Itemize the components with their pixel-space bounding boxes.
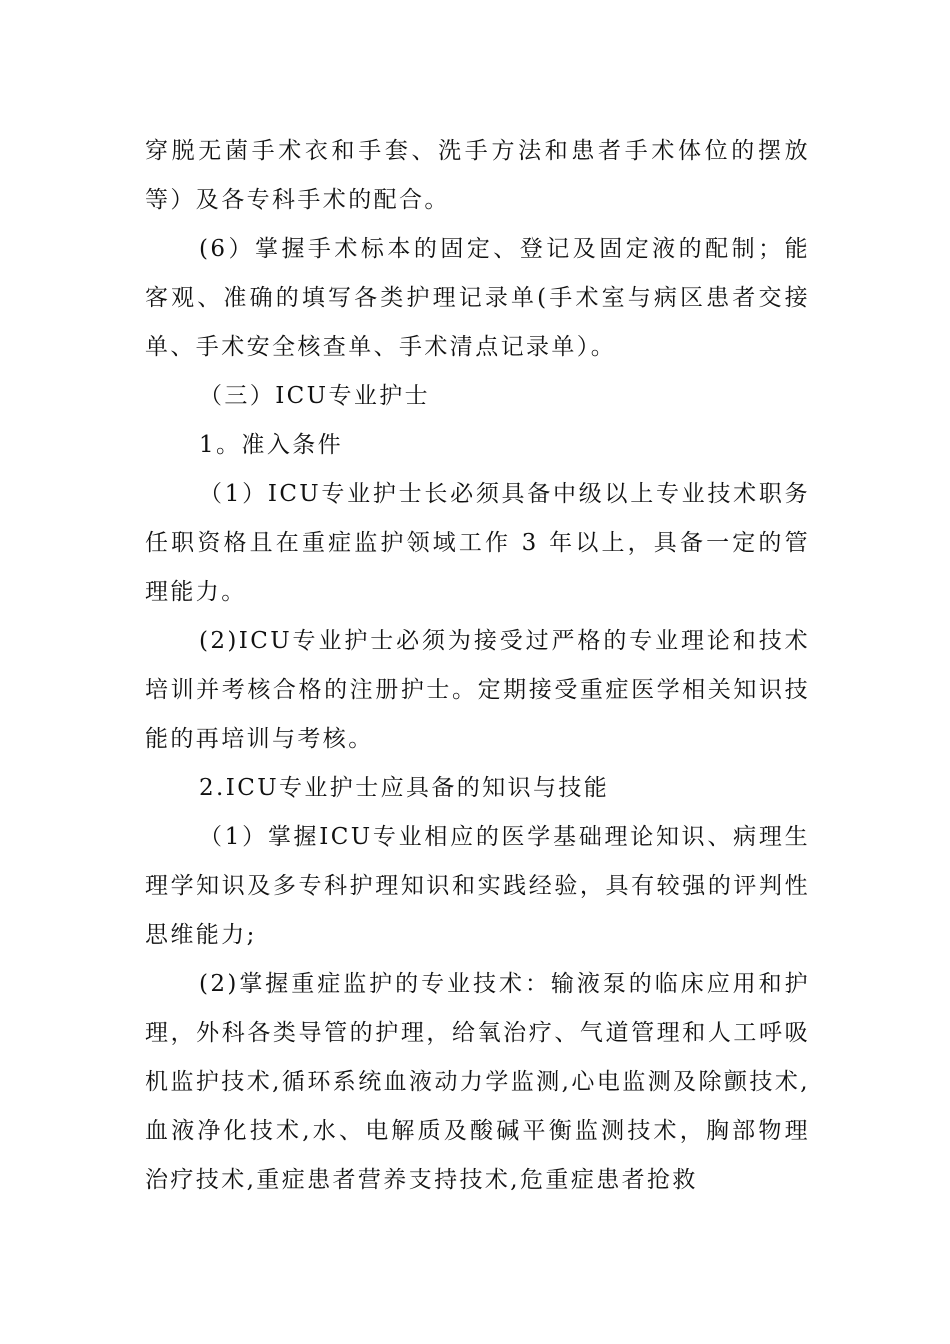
paragraph-monitoring-techniques: (2)掌握重症监护的专业技术：输液泵的临床应用和护理，外科各类导管的护理，给氧治疗、气道管理和人工呼吸机监护技术,循环系统血液动力学监测,心电监测及除颤技术,血液净化技术,水、电解质及酸碱平衡监测技术，胸部物理治疗技术,重症患者营养支持技术,危重症患者抢救 [145,971,810,1193]
subheading-knowledge-skills: 2.ICU专业护士应具备的知识与技能 [199,775,610,801]
subheading-admission-conditions: 1。准入条件 [199,432,344,458]
paragraph-surgical-gown: 穿脱无菌手术衣和手套、洗手方法和患者手术体位的摆放等）及各专科手术的配合。 [145,138,810,213]
paragraph-specimen-records: (6）掌握手术标本的固定、登记及固定液的配制；能客观、准确的填写各类护理记录单(手术室与病区患者交接单、手术安全核查单、手术清点记录单）。 [145,236,810,360]
paragraph-nurse-training: (2)ICU专业护士必须为接受过严格的专业理论和技术培训并考核合格的注册护士。定期接受重症医学相关知识技能的再培训与考核。 [145,628,810,752]
paragraph-head-nurse-requirements: （1）ICU专业护士长必须具备中级以上专业技术职务任职资格且在重症监护领域工作 3 年以上，具备一定的管理能力。 [145,481,810,605]
paragraph-theory-knowledge: （1）掌握ICU专业相应的医学基础理论知识、病理生理学知识及多专科护理知识和实践经验，具有较强的评判性思维能力; [145,824,810,948]
section-heading-icu-nurse: （三）ICU专业护士 [199,383,431,409]
